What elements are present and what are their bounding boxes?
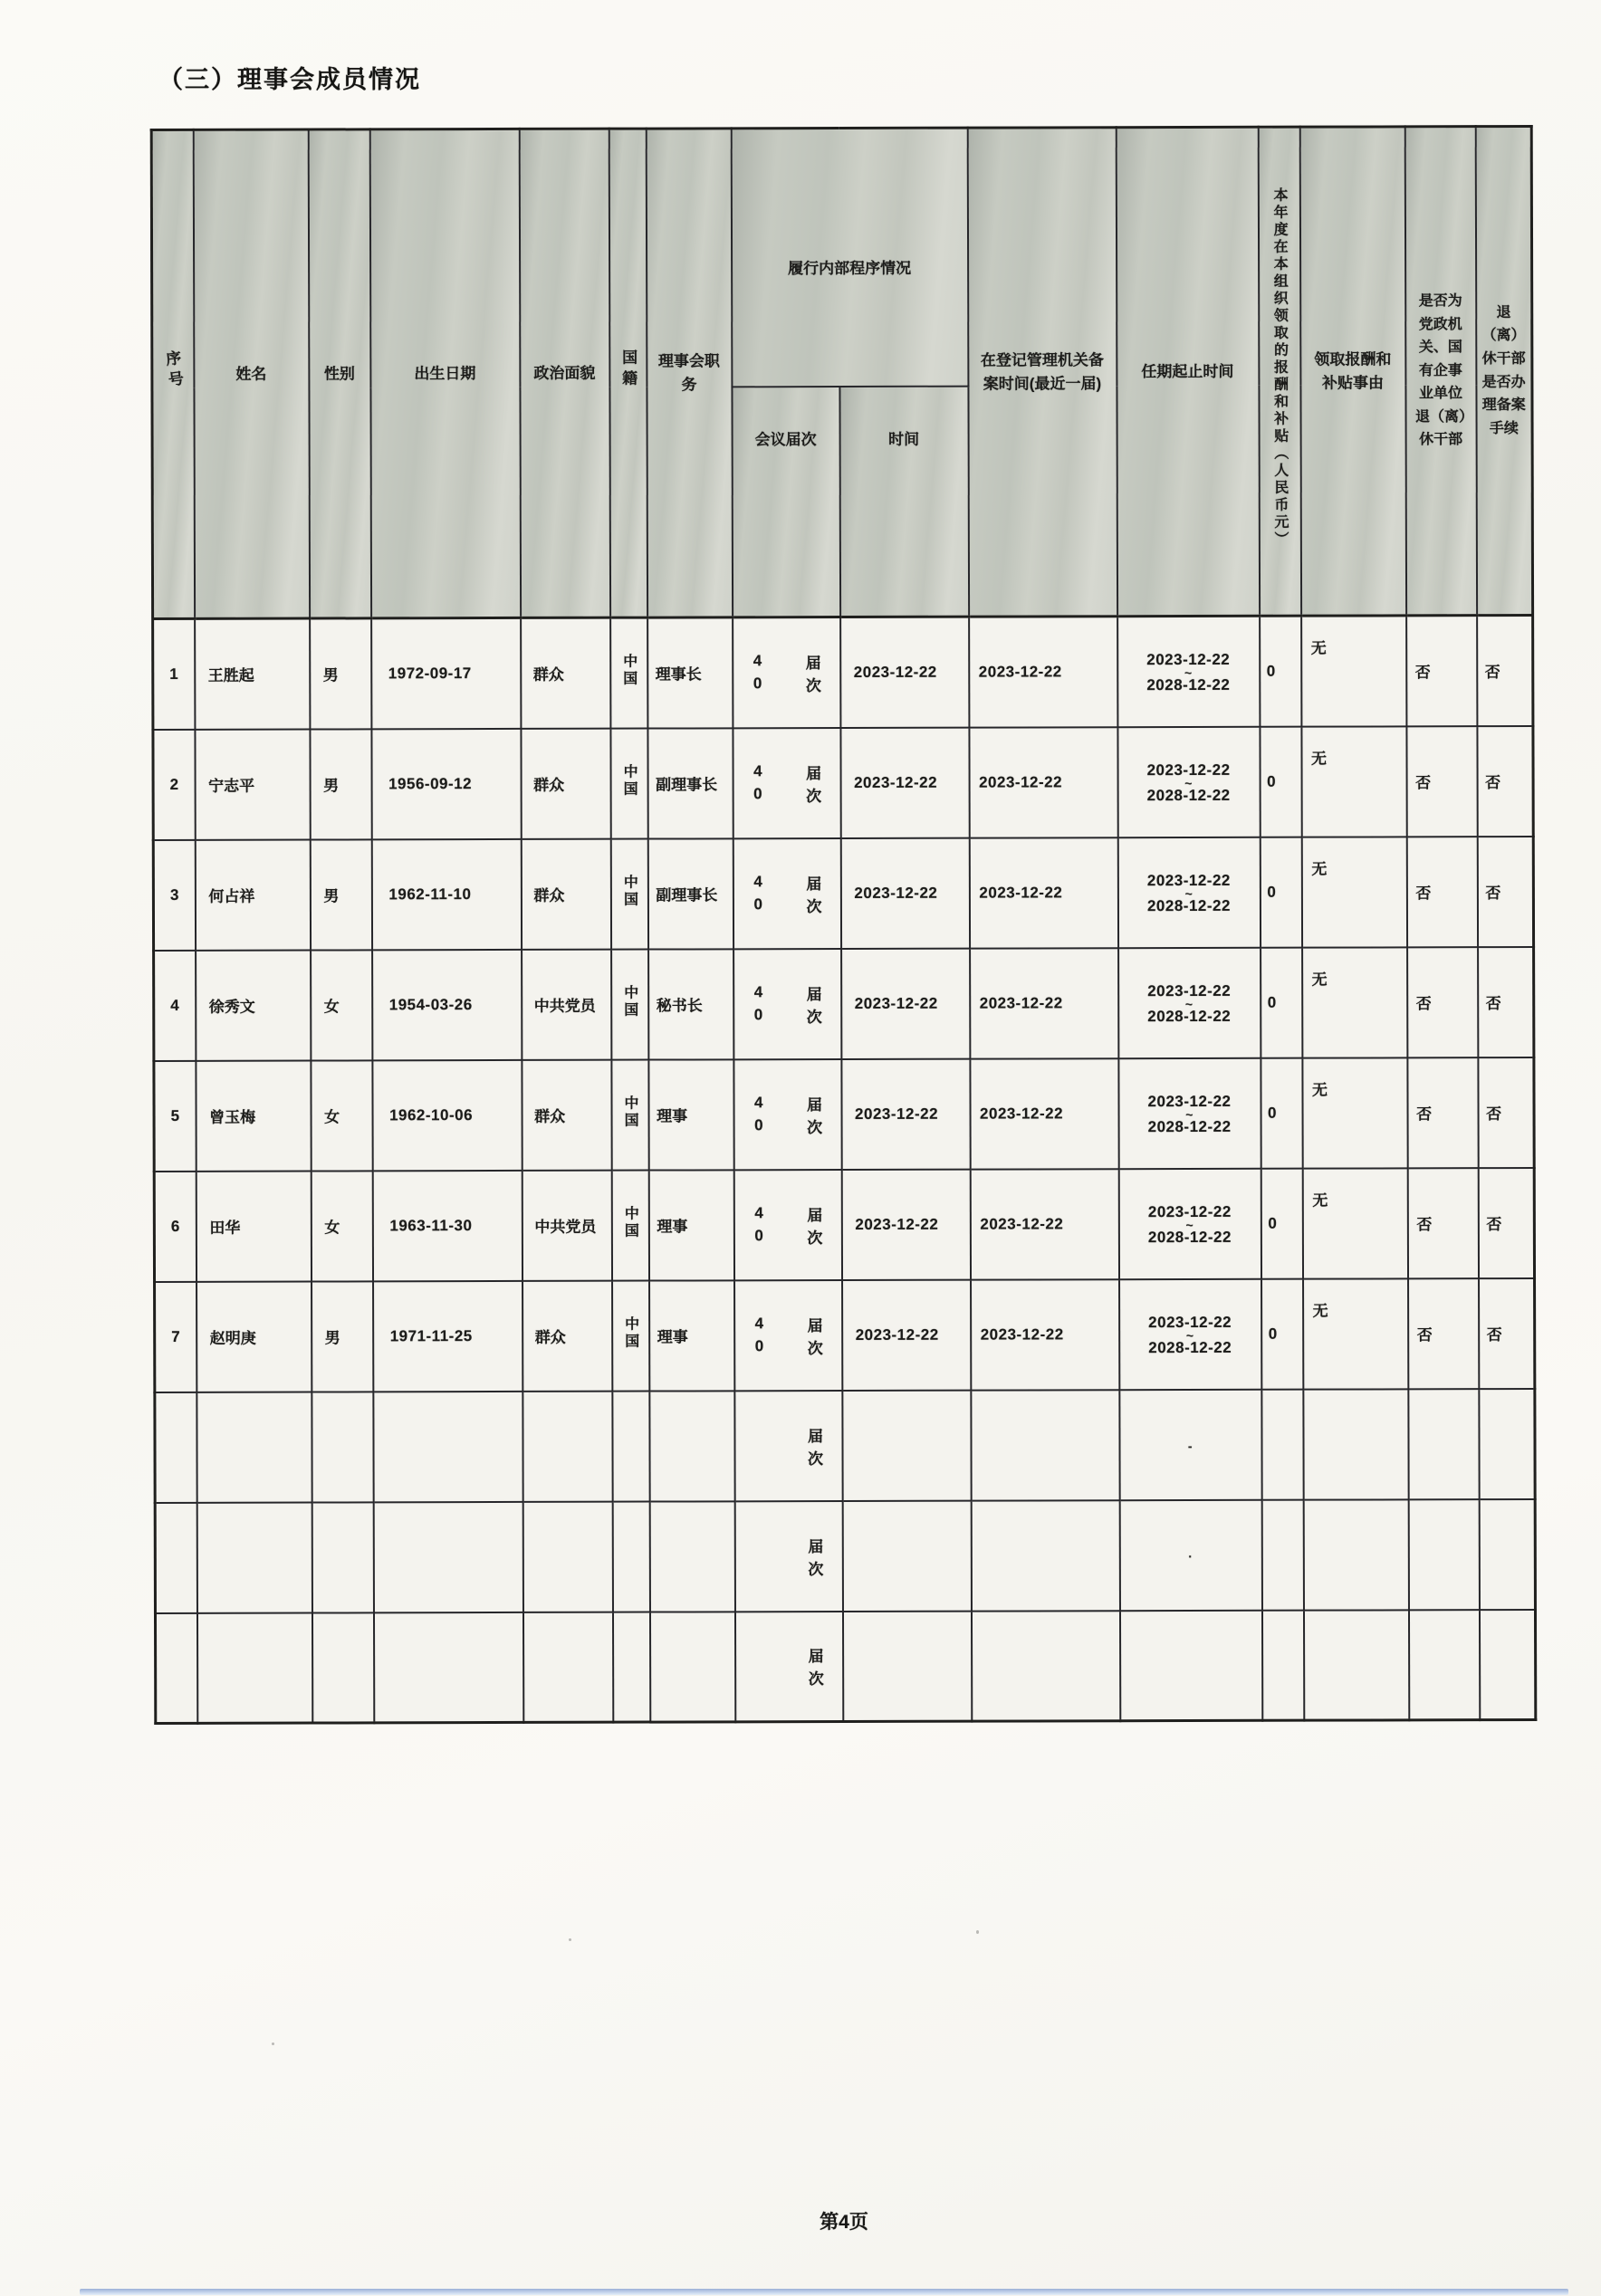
table-row: [153, 726, 1533, 840]
cell-nationality: [612, 1391, 649, 1501]
session-numbers: 4 0: [754, 1315, 764, 1355]
cell-retired-cadre: 否: [1407, 947, 1478, 1057]
col-header-index: 序号: [151, 129, 194, 618]
cell-remuneration-reason: [1303, 1499, 1408, 1610]
cell-index: 2: [153, 729, 195, 839]
cell-retired-filing: 否: [1478, 1057, 1534, 1168]
col-header-gender: 性别: [308, 129, 370, 618]
cell-gender: 女: [311, 1171, 372, 1281]
cell-gender: 男: [310, 618, 371, 729]
cell-position: [649, 1501, 734, 1612]
col-header-remuneration-reason: 领取报酬和补贴事由: [1299, 127, 1405, 616]
cell-index: 3: [153, 839, 195, 950]
cell-index: 4: [154, 950, 196, 1060]
cell-meeting-session: [733, 838, 840, 949]
cell-remuneration-reason: 无: [1303, 1278, 1408, 1389]
cell-time: [842, 1500, 971, 1611]
cell-gender: 男: [310, 839, 371, 950]
cell-political: 群众: [521, 838, 610, 949]
cell-position: 秘书长: [648, 949, 733, 1059]
cell-position: [649, 1391, 734, 1501]
cell-political: 群众: [522, 1059, 611, 1170]
cell-term: [1119, 1610, 1261, 1720]
cell-meeting-session: [734, 1612, 842, 1722]
scan-speck: [569, 1938, 571, 1941]
cell-retired-cadre: 否: [1408, 1278, 1479, 1389]
cell-name: 徐秀文: [196, 950, 311, 1060]
col-header-name: 姓名: [193, 129, 309, 618]
cell-retired-filing: [1479, 1499, 1535, 1610]
cell-term: 2023-12-22 ~ 2028-12-22: [1118, 1168, 1261, 1278]
cell-position: 理事: [648, 1059, 733, 1170]
cell-name: [197, 1502, 312, 1612]
cell-political: 群众: [522, 1280, 612, 1391]
cell-position: 理事长: [647, 617, 733, 728]
cell-retired-filing: 否: [1477, 837, 1533, 947]
table-header: [151, 127, 1532, 619]
cell-time: 2023-12-22: [841, 1169, 970, 1279]
cell-birth: 1956-09-12: [371, 728, 521, 838]
cell-retired-filing: 否: [1478, 947, 1534, 1057]
session-units: 届 次: [807, 1427, 824, 1468]
cell-name: 赵明庚: [197, 1281, 312, 1392]
col-header-position: 理事会职务: [646, 129, 732, 617]
cell-nationality: 中国: [610, 838, 647, 949]
cell-political: [522, 1391, 612, 1501]
session-units: 届 次: [807, 1316, 823, 1357]
col-header-retired-cadre: 是否为党政机关、国有企事业单位退（离）休干部: [1404, 127, 1476, 616]
cell-remuneration-reason: 无: [1302, 1168, 1407, 1278]
cell-remuneration-reason: 无: [1301, 726, 1406, 837]
cell-term: 2023-12-22 ~ 2028-12-22: [1117, 726, 1260, 837]
cell-nationality: 中国: [611, 949, 648, 1059]
cell-retired-cadre: [1408, 1389, 1479, 1499]
cell-filing-time: 2023-12-22: [970, 1169, 1118, 1279]
cell-retired-cadre: 否: [1407, 1057, 1478, 1168]
cell-filing-time: 2023-12-22: [971, 1279, 1119, 1390]
cell-nationality: [612, 1501, 649, 1612]
col-header-term: 任期起止时间: [1116, 127, 1259, 616]
cell-index: 1: [153, 618, 195, 729]
cell-meeting-session: [733, 1059, 841, 1170]
scan-speck: [976, 1930, 979, 1934]
cell-name: 曾玉梅: [196, 1060, 311, 1171]
cell-index: 6: [154, 1171, 196, 1281]
cell-filing-time: 2023-12-22: [970, 1058, 1118, 1169]
cell-name: 王胜起: [195, 618, 310, 729]
board-members-table: [150, 125, 1538, 1725]
cell-gender: [312, 1392, 373, 1502]
cell-political: 中共党员: [522, 1170, 611, 1280]
cell-political: [522, 1612, 612, 1722]
cell-remuneration-reason: 无: [1301, 616, 1406, 726]
cell-name: 田华: [196, 1171, 311, 1281]
cell-name: 何占祥: [195, 839, 310, 950]
scan-edge-strip: [80, 2289, 1568, 2295]
table-body: [153, 616, 1536, 1724]
cell-remuneration-reason: 无: [1302, 1057, 1407, 1168]
cell-meeting-session: [733, 1170, 841, 1280]
cell-remuneration-reason: [1303, 1389, 1408, 1499]
cell-remuneration: 0: [1261, 1168, 1302, 1278]
cell-remuneration-reason: 无: [1302, 947, 1407, 1057]
cell-meeting-session: [734, 1391, 842, 1501]
cell-index: 5: [154, 1060, 196, 1171]
cell-position: [649, 1612, 734, 1722]
cell-retired-filing: 否: [1478, 1168, 1534, 1278]
col-header-time: 时间: [839, 386, 969, 617]
col-header-nationality: 国籍: [609, 129, 647, 617]
cell-meeting-session: [733, 617, 840, 728]
cell-index: [155, 1502, 197, 1612]
cell-time: 2023-12-22: [840, 727, 969, 837]
col-header-procedure-group: 履行内部程序情况: [731, 128, 968, 387]
cell-birth: 1954-03-26: [372, 949, 522, 1059]
cell-term: 2023-12-22 ~ 2028-12-22: [1117, 837, 1260, 947]
cell-term: 2023-12-22 ~ 2028-12-22: [1117, 616, 1260, 726]
cell-political: 群众: [521, 617, 610, 728]
table-row: [153, 837, 1533, 951]
cell-filing-time: 2023-12-22: [969, 617, 1117, 727]
table-row: [154, 947, 1534, 1061]
cell-birth: 1971-11-25: [373, 1280, 522, 1391]
cell-remuneration: [1261, 1389, 1303, 1499]
cell-nationality: 中国: [612, 1280, 649, 1391]
cell-time: [842, 1390, 971, 1500]
cell-name: [197, 1392, 312, 1502]
session-numbers: 4 0: [753, 652, 762, 693]
cell-meeting-session: [733, 728, 840, 838]
cell-remuneration: 0: [1260, 616, 1301, 726]
cell-time: 2023-12-22: [842, 1279, 971, 1390]
cell-birth: [373, 1391, 522, 1501]
cell-term: 2023-12-22 ~ 2028-12-22: [1118, 947, 1261, 1057]
table-row: [155, 1278, 1535, 1392]
cell-time: [842, 1611, 971, 1721]
cell-meeting-session: [734, 1280, 842, 1391]
table-row: [154, 1168, 1534, 1282]
page-title: （三）理事会成员情况: [158, 66, 421, 93]
cell-position: 理事: [649, 1280, 734, 1391]
cell-retired-cadre: [1408, 1610, 1479, 1720]
cell-gender: 女: [311, 1060, 372, 1171]
cell-retired-filing: [1479, 1610, 1535, 1720]
cell-meeting-session: [733, 949, 841, 1059]
col-header-remuneration: 本年度在本组织领取的报酬和补贴（人民币元）: [1258, 127, 1300, 616]
cell-nationality: [612, 1612, 649, 1722]
cell-filing-time: [971, 1500, 1119, 1611]
cell-remuneration: 0: [1260, 837, 1301, 947]
cell-nationality: 中国: [611, 1170, 648, 1280]
table-row: [155, 1389, 1535, 1503]
cell-time: 2023-12-22: [841, 1058, 970, 1169]
cell-birth: [373, 1501, 522, 1612]
cell-remuneration: 0: [1261, 1278, 1303, 1389]
cell-position: 副理事长: [647, 728, 733, 838]
cell-remuneration: [1261, 1499, 1303, 1610]
cell-time: 2023-12-22: [840, 837, 969, 948]
cell-filing-time: [971, 1611, 1119, 1721]
cell-filing-time: 2023-12-22: [969, 837, 1117, 948]
page-number: 第4页: [820, 2212, 868, 2233]
cell-remuneration: 0: [1260, 726, 1301, 837]
col-header-meeting-session: 会议届次: [732, 387, 840, 617]
cell-birth: [373, 1612, 522, 1722]
session-numbers: 4 0: [754, 1204, 763, 1245]
cell-birth: 1962-10-06: [372, 1059, 522, 1170]
cell-index: 7: [155, 1281, 197, 1392]
cell-term: 2023-12-22 ~ 2028-12-22: [1118, 1057, 1261, 1168]
table-row: [154, 1057, 1534, 1172]
cell-retired-filing: 否: [1479, 1278, 1535, 1389]
cell-name: 宁志平: [195, 729, 310, 839]
session-numbers: 4 0: [753, 873, 762, 914]
col-header-filing-time: 在登记管理机关备案时间(最近一届): [967, 128, 1117, 617]
cell-political: 中共党员: [522, 949, 611, 1059]
cell-gender: 男: [312, 1281, 373, 1392]
session-units: 届 次: [808, 1648, 824, 1689]
col-header-retired-filing: 退（离）休干部是否办理备案手续: [1475, 127, 1532, 616]
cell-political: [522, 1501, 612, 1612]
cell-name: [197, 1612, 312, 1723]
session-units: 届 次: [808, 1537, 824, 1578]
session-units: 届 次: [806, 985, 822, 1026]
cell-filing-time: [971, 1390, 1119, 1500]
cell-retired-filing: 否: [1477, 726, 1533, 837]
cell-birth: 1962-11-10: [371, 838, 521, 949]
cell-nationality: 中国: [610, 728, 647, 838]
cell-remuneration: 0: [1261, 947, 1302, 1057]
cell-position: 副理事长: [647, 838, 733, 949]
cell-remuneration-reason: 无: [1301, 837, 1406, 947]
cell-term: ·: [1119, 1499, 1261, 1610]
session-units: 届 次: [806, 875, 822, 915]
col-header-political: 政治面貌: [519, 129, 609, 617]
cell-gender: 女: [311, 950, 372, 1060]
table-row: [153, 616, 1533, 730]
cell-retired-cadre: 否: [1407, 1168, 1478, 1278]
cell-retired-filing: [1479, 1389, 1535, 1499]
cell-position: 理事: [648, 1170, 733, 1280]
cell-retired-cadre: 否: [1406, 837, 1477, 947]
cell-term: -: [1119, 1389, 1261, 1499]
cell-retired-filing: 否: [1477, 616, 1533, 726]
cell-birth: 1972-09-17: [371, 617, 521, 728]
session-units: 届 次: [805, 654, 821, 694]
cell-filing-time: 2023-12-22: [969, 727, 1117, 837]
session-units: 届 次: [806, 1095, 823, 1136]
cell-time: 2023-12-22: [840, 617, 969, 727]
cell-index: [155, 1392, 197, 1502]
table-row: [155, 1610, 1535, 1724]
session-numbers: 4 0: [753, 762, 762, 803]
session-units: 届 次: [806, 764, 822, 805]
scan-speck: [272, 2042, 274, 2045]
cell-index: [155, 1612, 197, 1723]
col-header-birth: 出生日期: [369, 129, 520, 617]
cell-filing-time: 2023-12-22: [970, 948, 1118, 1058]
cell-remuneration: [1261, 1610, 1303, 1720]
cell-political: 群众: [521, 728, 610, 838]
session-numbers: 4 0: [753, 983, 763, 1024]
cell-retired-cadre: 否: [1406, 726, 1477, 837]
cell-meeting-session: [734, 1501, 842, 1612]
cell-gender: [312, 1502, 373, 1612]
cell-nationality: 中国: [611, 1059, 648, 1170]
cell-gender: [312, 1612, 373, 1723]
cell-remuneration-reason: [1303, 1610, 1408, 1720]
cell-nationality: 中国: [610, 617, 647, 728]
cell-term: 2023-12-22 ~ 2028-12-22: [1119, 1278, 1261, 1389]
cell-retired-cadre: 否: [1406, 616, 1477, 726]
cell-time: 2023-12-22: [841, 948, 970, 1058]
session-numbers: 4 0: [753, 1094, 763, 1134]
session-units: 届 次: [807, 1206, 823, 1247]
cell-gender: 男: [310, 729, 371, 839]
cell-retired-cadre: [1408, 1499, 1479, 1610]
cell-remuneration: 0: [1261, 1057, 1302, 1168]
table-row: [155, 1499, 1535, 1613]
members-table: [150, 125, 1538, 1725]
cell-birth: 1963-11-30: [372, 1170, 522, 1280]
